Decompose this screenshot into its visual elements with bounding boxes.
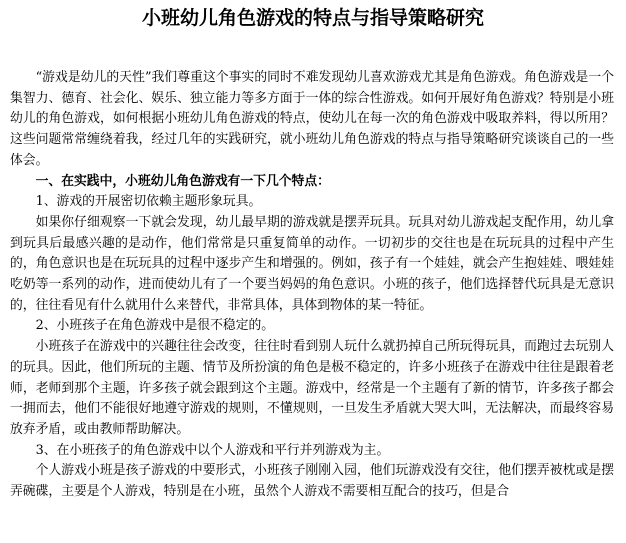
intro-paragraph: “游戏是幼儿的天性”我们尊重这个事实的同时不难发现幼儿喜欢游戏尤其是角色游戏。角色游戏是一个集智力、德育、社会化、娱乐、独立能力等多方面于一体的综合性游戏。如何开展好角色游戏？特别是小班幼儿的角色游戏，如何根据小班幼儿角色游戏的特点，使幼儿在每一次的角色游戏中吸取养料，得以所用？这些问题常常缠绕着我，经过几年的实践研究，就小班幼儿角色游戏的特点与指导策略研究谈谈自己的一些体会。 bbox=[10, 70, 614, 168]
point-3-heading: 3、在小班孩子的角色游戏中以个人游戏和平行并列游戏为主。 bbox=[35, 442, 390, 458]
document-title: 小班幼儿角色游戏的特点与指导策略研究 bbox=[141, 7, 484, 29]
point-3-body: 个人游戏小班是孩子游戏的中要形式，小班孩子刚刚入园，他们玩游戏没有交往，他们摆弄被枕或是摆弄碗碟，主要是个人游戏，特别是在小班，虽然个人游戏不需要相互配合的技巧，但是合 bbox=[10, 463, 614, 500]
section-heading: 一、在实践中，小班幼儿角色游戏有一下几个特点： bbox=[35, 173, 330, 189]
document-body bbox=[10, 68, 614, 503]
point-2-body: 小班孩子在游戏中的兴趣往往会改变，往往时看到别人玩什么就扔掉自己所玩得玩具，而跑过去玩别人的玩具。因此，他们所玩的主题、情节及所扮演的角色是极不稳定的，许多小班孩子在游戏中往往是跟着老师，老师到那个主题，许多孩子就会跟到这个主题。游戏中，经常是一个主题有了新的情节，许多孩子都会一拥而去，他们不能很好地遵守游戏的规则，不懂规则，一旦发生矛盾就大哭大叫，无法解决，而最终容易放弃矛盾，或由教师帮助解决。 bbox=[10, 339, 614, 437]
point-1-heading: 1、游戏的开展密切依赖主题形象玩具。 bbox=[35, 194, 262, 210]
point-2-heading: 2、小班孩子在角色游戏中是很不稳定的。 bbox=[35, 318, 275, 334]
point-1-body: 如果你仔细观察一下就会发现，幼儿最早期的游戏就是摆弄玩具。玩具对幼儿游戏起支配作用，幼儿拿到玩具后最感兴趣的是动作，他们常常是只重复简单的动作。一切初步的交往也是在玩玩具的过程中产生的，角色意识也是在玩玩具的过程中逐步产生和增强的。例如，孩子有一个娃娃，就会产生抱娃娃、喂娃娃吃奶等一系列的动作，进而使幼儿有了一个要当妈妈的角色意识。小班的孩子，他们选择替代玩具是无意识的，往往看见有什么就用什么来替代，非常具体，具体到物体的某一特征。 bbox=[10, 214, 614, 313]
